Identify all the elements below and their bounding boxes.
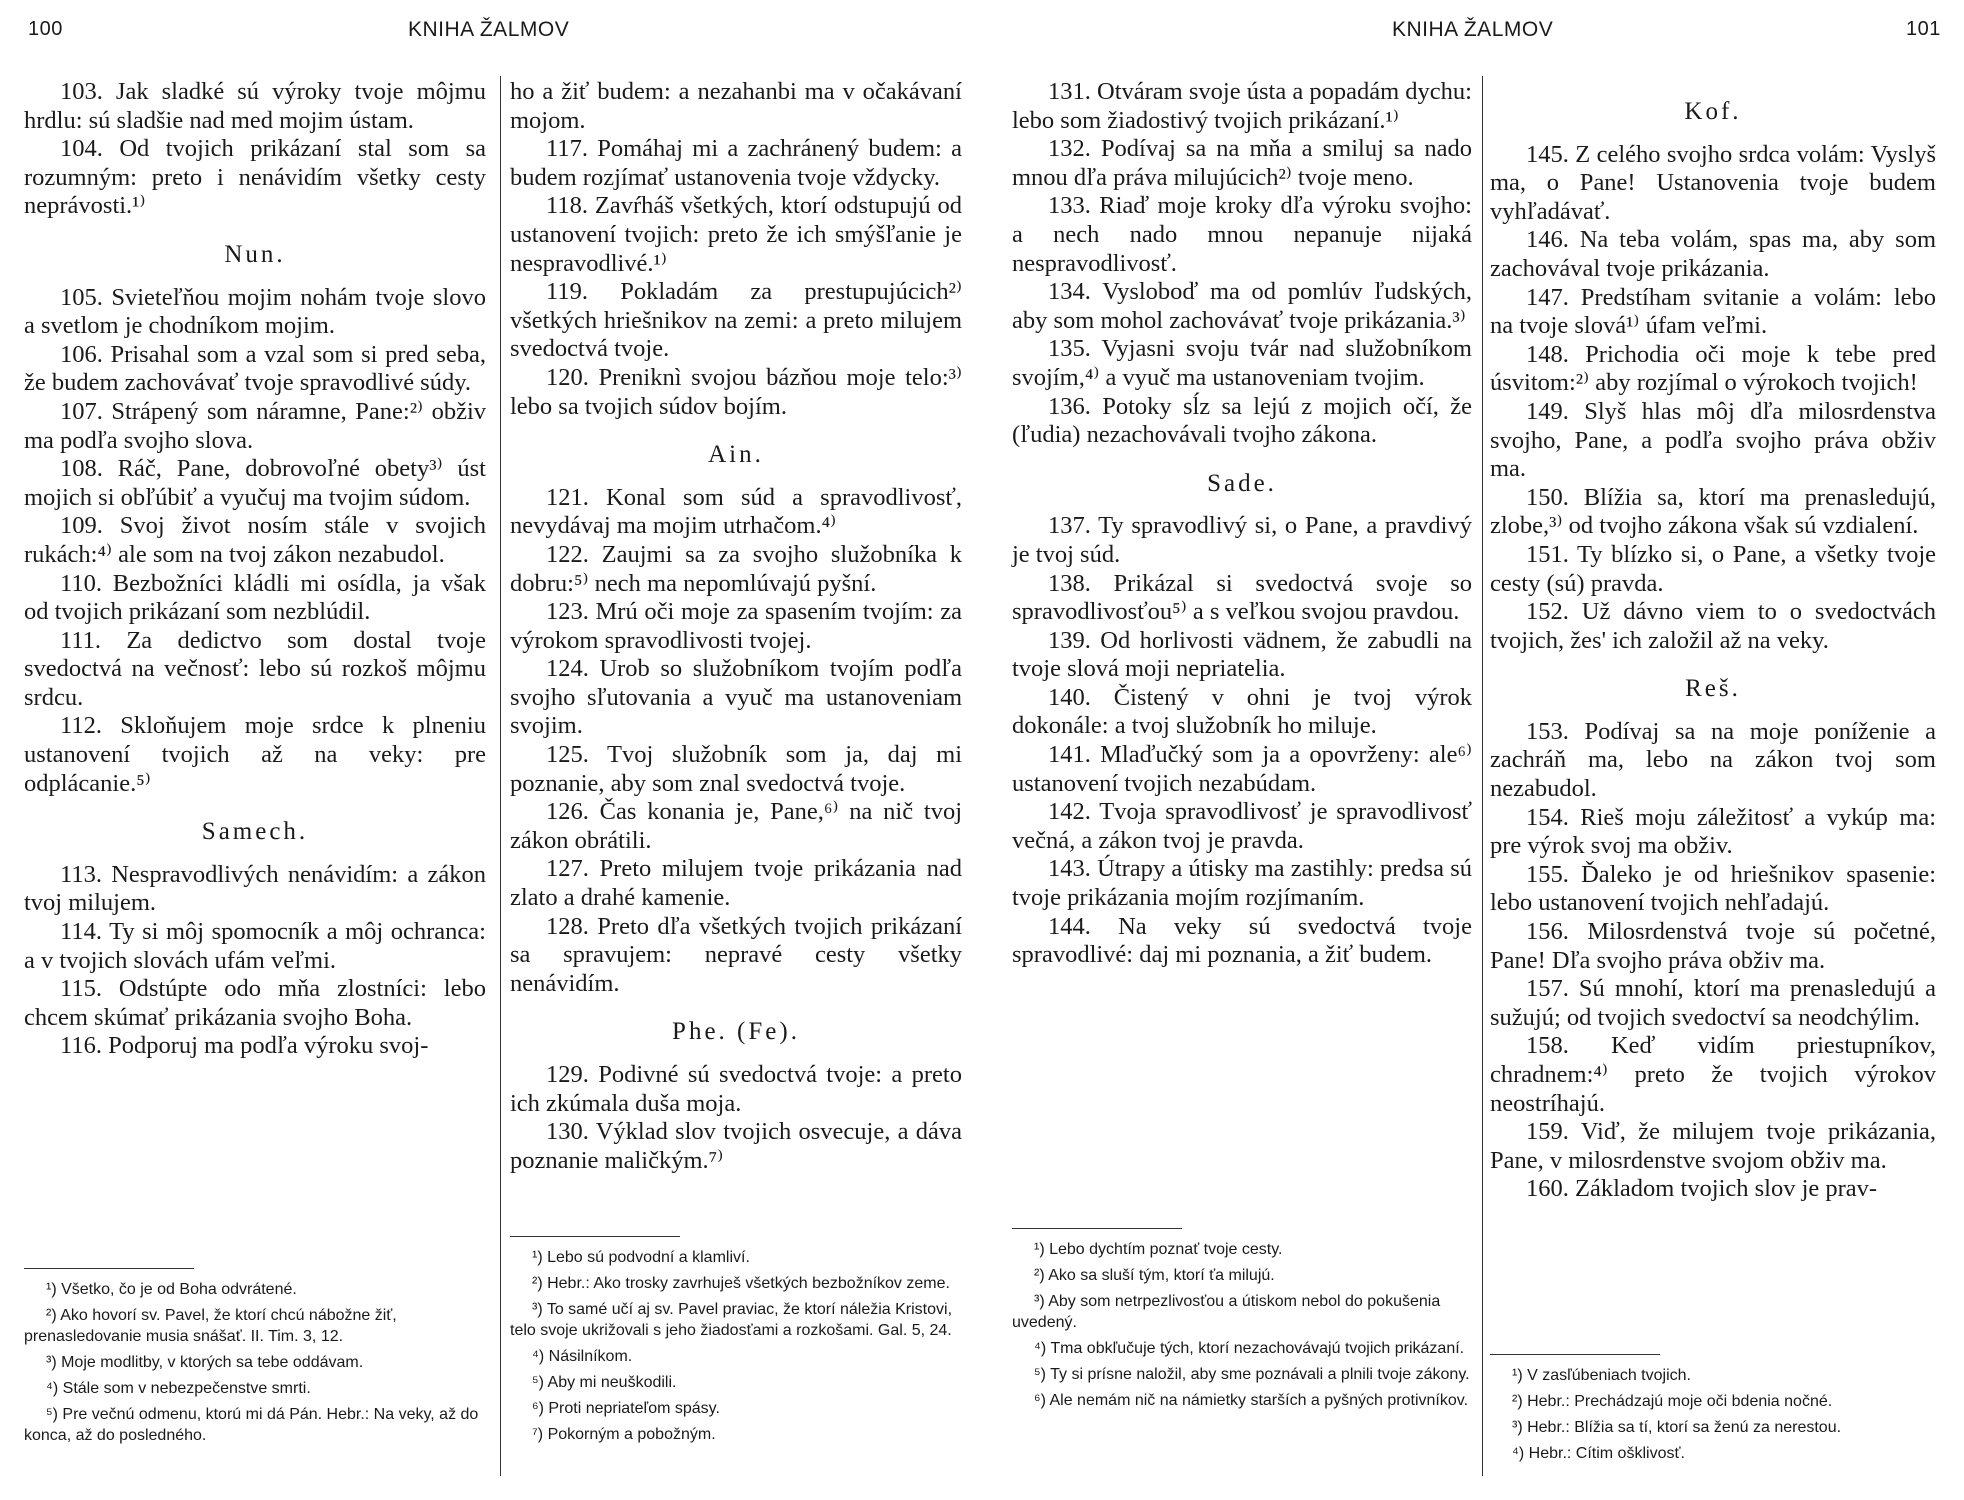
footnote: ⁴) Hebr.: Cítim ošklivosť. [1512,1445,1685,1462]
column-1 [24,78,486,1061]
footnote: ⁷) Pokorným a pobožným. [532,1426,716,1443]
footnote-rule [1012,1228,1182,1229]
footnote: ⁴) Stále som v nebezpečenstve smrti. [46,1380,311,1397]
verse: 116. Podporuj ma podľa výroku svoj- [60,1032,429,1060]
footnote: ⁶) Ale nemám nič na námietky starších a pyšných protivníkov. [1034,1392,1469,1409]
footnote: ⁵) Aby mi neuškodili. [532,1374,677,1391]
verse: 123. Mrú oči moje za spasením tvojím: za výrokom spravodlivosti tvojej. [510,598,962,654]
verse: 127. Preto milujem tvoje prikázania nad zlato a drahé kamenie. [510,855,962,912]
footnote: ¹) V zasľúbeniach tvojich. [1512,1367,1691,1384]
footnote: ⁴) Tma obkľučuje tých, ktorí nezachovávajú tvojich prikázaní. [1034,1340,1465,1357]
footnote: ²) Hebr.: Ako trosky zavrhuješ všetkých bezbožníkov zeme. [532,1275,950,1292]
footnote: ¹) Lebo dychtím poznať tvoje cesty. [1034,1241,1283,1258]
verse: 126. Čas konania je, Pane,⁶⁾ na nič tvoj zákon obrátili. [510,798,962,854]
footnote: ⁵) Ty si prísne naložil, aby sme poznávali a plnili tvoje zákony. [1034,1366,1470,1383]
section-heading: Reš. [1685,675,1741,703]
verse: 131. Otváram svoje ústa a popadám dychu: lebo som žiadostivý tvojich prikázaní.¹⁾ [1012,78,1472,134]
verse: 158. Keď vidím priestupníkov, chradnem:⁴⁾ preto že tvojich výrokov neostríhajú. [1490,1032,1936,1117]
column-divider-right [1482,76,1483,1476]
verse: 160. Základom tvojich slov je prav- [1526,1175,1878,1203]
verse: 153. Podívaj sa na moje poníženie a zachráň ma, lebo na zákon tvoj som nezabudol. [1490,717,1936,803]
footnote-rule [1490,1354,1660,1355]
footnote: ³) Hebr.: Blížia sa tí, ktorí sa ženú za nerestou. [1512,1419,1842,1436]
verse: 147. Predstíham svitanie a volám: lebo na tvoje slová¹⁾ úfam veľmi. [1490,283,1936,340]
verse: 114. Ty si môj spomocník a môj ochranca: a v tvojich slovách ufám veľmi. [24,918,486,974]
verse: 106. Prisahal som a vzal som si pred seba, že budem zachovávať tvoje spravodlivé súdy. [24,340,486,397]
verse: 121. Konal som súd a spravodlivosť, nevydávaj ma mojim utrhačom.⁴⁾ [510,483,962,540]
verse: 108. Ráč, Pane, dobrovoľné obety³⁾ úst mojich si obľúbiť a vyučuj ma tvojim súdom. [24,455,486,511]
footnote: ⁶) Proti nepriateľom spásy. [532,1400,720,1417]
footnotes-column-2 [510,1236,962,1450]
column-3 [1012,78,1472,970]
footnote: ¹) Všetko, čo je od Boha odvrátené. [46,1281,297,1298]
verse: 103. Jak sladké sú výroky tvoje môjmu hrdlu: sú sladšie nad med mojim ústam. [24,78,486,134]
verse: 120. Preniknì svojou bázňou moje telo:³⁾ lebo sa tvojich súdov bojím. [510,363,962,420]
verse: 117. Pomáhaj mi a zachránený budem: a budem rozjímať ustanovenia tvoje vždycky. [510,135,962,191]
section-heading: Sade. [1207,469,1277,497]
footnote: ¹) Lebo sú podvodní a klamliví. [532,1249,750,1266]
running-title-right: KNIHA ŽALMOV [1392,18,1554,41]
verse: 128. Preto dľa všetkých tvojich prikázaní sa spravujem: nepravé cesty všetky nenávidím. [510,912,962,997]
verse: 154. Rieš moju záležitosť a vykúp ma: pre výrok svoj ma obživ. [1490,803,1936,860]
verse: 150. Blížia sa, ktorí ma prenasledujú, zlobe,³⁾ od tvojho zákona však sú vzdialení. [1490,483,1936,540]
verse: 105. Svieteľňou mojim nohám tvoje slovo a svetlom je chodníkom mojim. [24,283,486,340]
verse: 107. Strápený som náramne, Pane:²⁾ obživ ma podľa svojho slova. [24,397,486,454]
section-heading: Nun. [224,240,286,268]
verse: 111. Za dedictvo som dostal tvoje svedoctvá na večnosť: lebo sú rozkoš môjmu srdcu. [24,626,486,711]
verse: 155. Ďaleko je od hriešnikov spasenie: lebo ustanovení tvojich nehľadajú. [1490,860,1936,917]
verse: 133. Riaď moje kroky dľa výroku svojho: a nech nado mnou nepanuje nijaká nespravodlivosť. [1012,192,1472,277]
footnote-rule [510,1236,680,1237]
footnote: ⁴) Násilníkom. [532,1348,633,1365]
verse: 122. Zaujmi sa za svojho služobníka k dobru:⁵⁾ nech ma nepomlúvajú pyšní. [510,540,962,597]
verse: 146. Na teba volám, spas ma, aby som zachovával tvoje prikázania. [1490,226,1936,282]
verse: 144. Na veky sú svedoctvá tvoje spravodlivé: daj mi poznania, a žiť budem. [1012,912,1472,969]
footnote: ³) Aby som netrpezlivosťou a útiskom nebol do pokušenia uvedený. [1012,1293,1441,1331]
verse: 110. Bezbožníci kládli mi osídla, ja však od tvojich prikázaní som nezblúdil. [24,569,486,626]
footnotes-column-1 [24,1268,486,1451]
verse: 159. Viď, že milujem tvoje prikázania, Pane, v milosrdenstve svojom obživ ma. [1490,1118,1936,1174]
section-heading: Phe. (Fe). [672,1018,800,1046]
verse: 124. Urob so služobníkom tvojím podľa svojho sľutovania a vyuč ma ustanoveniam svojim. [510,655,962,740]
page-number-right: 101 [1906,18,1941,40]
column-2 [510,78,962,1175]
verse: 141. Mlaďučký som ja a opovrženy: ale⁶⁾ ustanovení tvojich nezabúdam. [1012,741,1472,797]
verse: 104. Od tvojich prikázaní stal som sa rozumným: preto i nenávidím všetky cesty neprávosti.¹⁾ [24,135,486,220]
verse: 125. Tvoj služobník som ja, daj mi poznanie, aby som znal svedoctvá tvoje. [510,741,962,797]
running-title-left: KNIHA ŽALMOV [408,18,570,41]
footnote: ⁵) Pre večnú odmenu, ktorú mi dá Pán. Hebr.: Na veky, až do konca, až do posledného. [24,1406,479,1444]
verse: 115. Odstúpte odo mňa zlostníci: lebo chcem skúmať prikázania svojho Boha. [24,975,486,1031]
right-page [982,0,1964,1500]
verse: 151. Ty blízko si, o Pane, a všetky tvoje cesty (sú) pravda. [1490,540,1936,597]
verse: 152. Už dávno viem to o svedoctvách tvojich, žes' ich založil až na veky. [1490,598,1936,654]
footnote: ²) Ako sa sluší tým, ktorí ťa milujú. [1034,1267,1275,1284]
footnote: ³) Moje modlitby, v ktorých sa tebe oddávam. [46,1354,364,1371]
verse: 157. Sú mnohí, ktorí ma prenasledujú a sužujú; od tvojich svedoctví sa neodchýlim. [1490,975,1936,1031]
verse: 138. Prikázal si svedoctvá svoje so spravodlivosťou⁵⁾ a s veľkou svojou pravdou. [1012,569,1472,626]
verse: 145. Z celého svojho srdca volám: Vyslyš ma, o Pane! Ustanovenia tvoje budem vyhľadávať. [1490,140,1936,225]
footnote-rule [24,1268,194,1269]
verse: 156. Milosrdenstvá tvoje sú početné, Pane! Dľa svojho práva obživ ma. [1490,918,1936,974]
verse: 148. Prichodia oči moje k tebe pred úsvitom:²⁾ aby rozjímal o výrokoch tvojich! [1490,340,1936,397]
section-heading: Ain. [708,441,764,469]
verse: 142. Tvoja spravodlivosť je spravodlivosť večná, a zákon tvoj je pravda. [1012,798,1472,854]
page-number-left: 100 [28,18,63,40]
verse: 109. Svoj život nosím stále v svojich rukách:⁴⁾ ale som na tvoj zákon nezabudol. [24,512,486,568]
column-divider-left [500,76,501,1476]
verse: 135. Vyjasni svoju tvár nad služobníkom svojím,⁴⁾ a vyuč ma ustanoveniam tvojim. [1012,335,1472,391]
verse: 132. Podívaj sa na mňa a smiluj sa nado mnou dľa práva milujúcich²⁾ tvoje meno. [1012,135,1472,191]
verse: 113. Nespravodlivých nenávidím: a zákon tvoj milujem. [24,860,486,917]
verse: 137. Ty spravodlivý si, o Pane, a pravdivý je tvoj súd. [1012,512,1472,568]
verse: 134. Vysloboď ma od pomlúv ľudských, aby som mohol zachovávať tvoje prikázania.³⁾ [1012,278,1472,334]
verse: 149. Slyš hlas môj dľa milosrdenstva svojho, Pane, a podľa svojho práva obživ ma. [1490,397,1936,483]
footnote: ²) Ako hovorí sv. Pavel, že ktorí chcú nábožne žiť, prenasledovanie musia snášať. II. Tim. 3, 12. [24,1307,397,1345]
verse: ho a žiť budem: a nezahanbi ma v očakávaní mojom. [510,78,962,134]
verse: 143. Útrapy a útisky ma zastihly: predsa sú tvoje prikázania mojím rozjímaním. [1012,855,1472,912]
verse: 130. Výklad slov tvojich osvecuje, a dáva poznanie maličkým.⁷⁾ [510,1118,962,1174]
verse: 118. Zavŕháš všetkých, ktorí odstupujú od ustanovení tvojich: preto že ich smýšľanie je nespravodlivé.¹⁾ [510,192,962,277]
verse: 112. Skloňujem moje srdce k plneniu ustanovení tvojich až na veky: pre odplácanie.⁵⁾ [24,712,486,797]
footnote: ²) Hebr.: Prechádzajú moje oči bdenia nočné. [1512,1393,1833,1410]
column-4 [1490,78,1936,1204]
footnotes-column-3 [1012,1228,1472,1416]
verse: 140. Čistený v ohni je tvoj výrok dokonále: a tvoj služobník ho miluje. [1012,683,1472,740]
footnote: ³) To samé učí aj sv. Pavel praviac, že ktorí náležia Kristovi, telo svoje ukrižovali s jeho žiadosťami a rozkošami. Gal. 5, 24. [510,1301,953,1339]
verse: 129. Podivné sú svedoctvá tvoje: a preto ich zkúmala duša moja. [510,1061,962,1117]
section-heading: Kof. [1684,98,1742,125]
footnotes-column-4 [1490,1354,1936,1469]
verse: 139. Od horlivosti vädnem, že zabudli na tvoje slová moji nepriatelia. [1012,626,1472,683]
verse: 136. Potoky sĺz sa lejú z mojich očí, že (ľudia) nezachovávali tvojho zákona. [1012,392,1472,449]
section-heading: Samech. [201,818,309,846]
verse: 119. Pokladám za prestupujúcich²⁾ všetkých hriešnikov na zemi: a preto milujem svedoctvá tvoje. [510,278,962,363]
